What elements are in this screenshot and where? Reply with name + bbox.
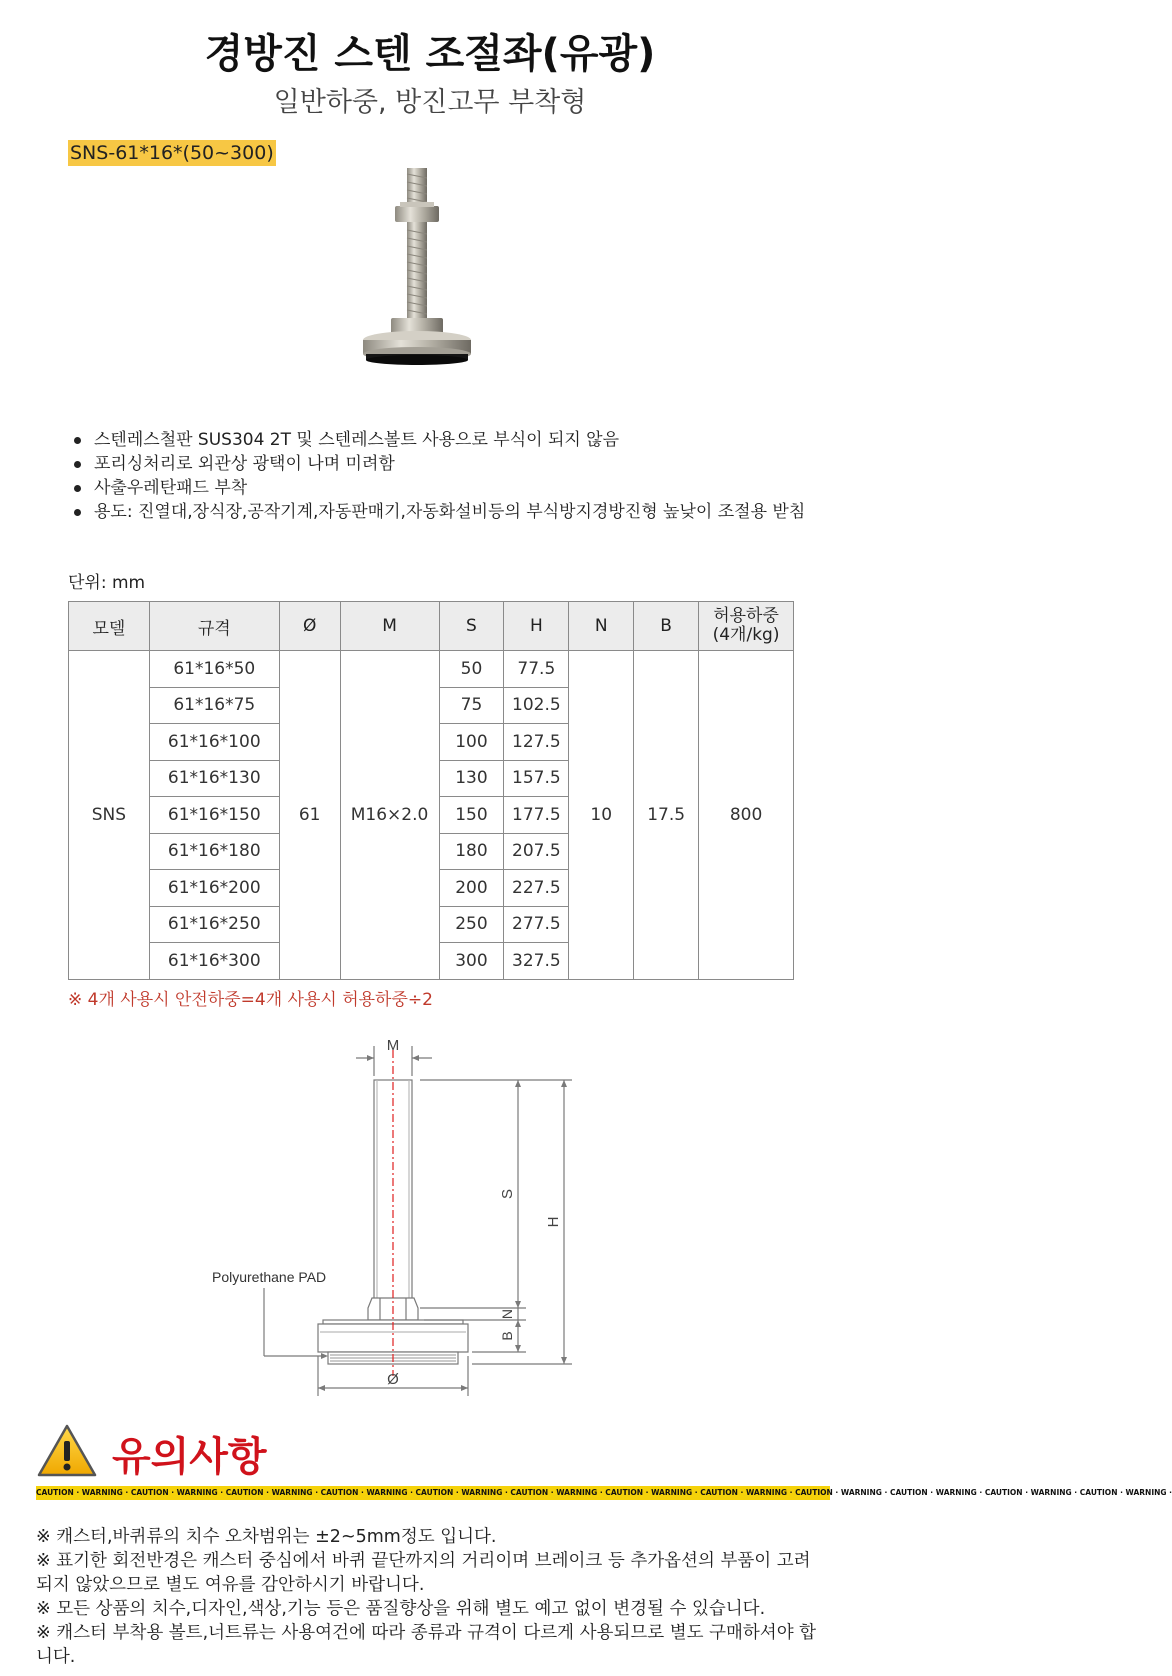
cell-spec: 61*16*100 [149, 724, 279, 761]
dim-label-m: M [386, 1037, 400, 1054]
feature-item: 사출우레탄패드 부착 [70, 476, 810, 500]
page-subtitle: 일반하중, 방진고무 부착형 [273, 87, 587, 118]
header-spec: 규격 [149, 602, 279, 651]
header-n: N [569, 602, 634, 651]
feature-list [70, 428, 810, 524]
cell-h: 77.5 [504, 651, 569, 688]
header-h: H [504, 602, 569, 651]
caution-tape-text: CAUTION · WARNING · CAUTION · WARNING · CAUTION · WARNING · CAUTION · WARNING · CAUTION · WARNING · CAUTION · WARNING · CAUTION · WARNING · CAUTION · WARNING · CAUTION · WARNING · CAUTION · WARNING · CAUTION · WARNING · CAUTION · WARNING · [36, 1488, 1172, 1497]
unit-label: 단위: mm [68, 573, 146, 593]
notice-item: ※ 캐스터 부착용 볼트,너트류는 사용여건에 따라 종류과 규격이 다르게 사용되므로 별도 구매하셔야 합니다. [36, 1623, 817, 1667]
cell-spec: 61*16*50 [149, 651, 279, 688]
cell-spec: 61*16*130 [149, 760, 279, 797]
cell-h: 127.5 [504, 724, 569, 761]
cell-s: 130 [439, 760, 504, 797]
notice-item: ※ 캐스터,바퀴류의 치수 오차범위는 ±2~5mm정도 입니다. [36, 1527, 497, 1547]
page-title: 경방진 스텐 조절좌(유광) [204, 31, 656, 77]
cell-h: 327.5 [504, 943, 569, 980]
notice-item: ※ 모든 상품의 치수,디자인,색상,기능 등은 품질향상을 위해 별도 예고 없이 변경될 수 있습니다. [36, 1599, 766, 1619]
dim-label-b: B [499, 1331, 515, 1341]
cell-h: 157.5 [504, 760, 569, 797]
header-b: B [634, 602, 699, 651]
cell-diameter: 61 [279, 651, 340, 980]
cell-spec: 61*16*250 [149, 906, 279, 943]
model-tag: SNS-61*16*(50~300) [70, 142, 274, 164]
cell-h: 277.5 [504, 906, 569, 943]
dimension-diagram [212, 1036, 650, 1406]
cell-thread: M16×2.0 [340, 651, 439, 980]
feature-item: 용도: 진열대,장식장,공작기계,자동판매기,자동화설비등의 부식방지경방진형 높낮이 조절용 받침 [70, 500, 810, 524]
cell-h: 227.5 [504, 870, 569, 907]
table-row [69, 651, 794, 688]
dim-label-h: H [545, 1216, 562, 1228]
header-diameter: Ø [279, 602, 340, 651]
cell-n: 10 [569, 651, 634, 980]
pad-label: Polyurethane PAD [212, 1269, 327, 1285]
cell-b: 17.5 [634, 651, 699, 980]
header-s: S [439, 602, 504, 651]
feature-item: 포리싱처리로 외관상 광택이 나며 미려함 [70, 452, 810, 476]
spec-table [68, 601, 794, 980]
header-load: 허용하중 (4개/kg) [699, 602, 794, 651]
dim-label-s: S [499, 1188, 516, 1200]
cell-s: 100 [439, 724, 504, 761]
cell-spec: 61*16*180 [149, 833, 279, 870]
feature-item: 스텐레스철판 SUS304 2T 및 스텐레스볼트 사용으로 부식이 되지 않음 [70, 428, 810, 452]
cell-s: 200 [439, 870, 504, 907]
cell-h: 207.5 [504, 833, 569, 870]
cell-model: SNS [69, 651, 150, 980]
safety-note: ※ 4개 사용시 안전하중=4개 사용시 허용하중÷2 [68, 990, 433, 1010]
notice-list [36, 1525, 826, 1669]
caution-tape [36, 1486, 1172, 1500]
cell-s: 300 [439, 943, 504, 980]
dim-label-n: N [499, 1308, 515, 1320]
header-model: 모델 [69, 602, 150, 651]
cell-h: 177.5 [504, 797, 569, 834]
dim-label-diameter: Ø [387, 1371, 399, 1388]
header-thread: M [340, 602, 439, 651]
cell-s: 180 [439, 833, 504, 870]
cell-spec: 61*16*200 [149, 870, 279, 907]
notice-item: ※ 표기한 회전반경은 캐스터 중심에서 바퀴 끝단까지의 거리이며 브레이크 등 추가옵션의 부품이 고려되지 않았으므로 별도 여유를 감안하시기 바랍니다. [36, 1551, 811, 1595]
cell-h: 102.5 [504, 687, 569, 724]
cell-s: 75 [439, 687, 504, 724]
product-photo [248, 140, 626, 430]
cell-s: 250 [439, 906, 504, 943]
cell-s: 150 [439, 797, 504, 834]
cell-s: 50 [439, 651, 504, 688]
warning-icon [36, 1423, 98, 1479]
cell-spec: 61*16*300 [149, 943, 279, 980]
cell-spec: 61*16*150 [149, 797, 279, 834]
cell-spec: 61*16*75 [149, 687, 279, 724]
cell-load: 800 [699, 651, 794, 980]
table-header-row [69, 602, 794, 651]
caution-title: 유의사항 [112, 1434, 267, 1480]
